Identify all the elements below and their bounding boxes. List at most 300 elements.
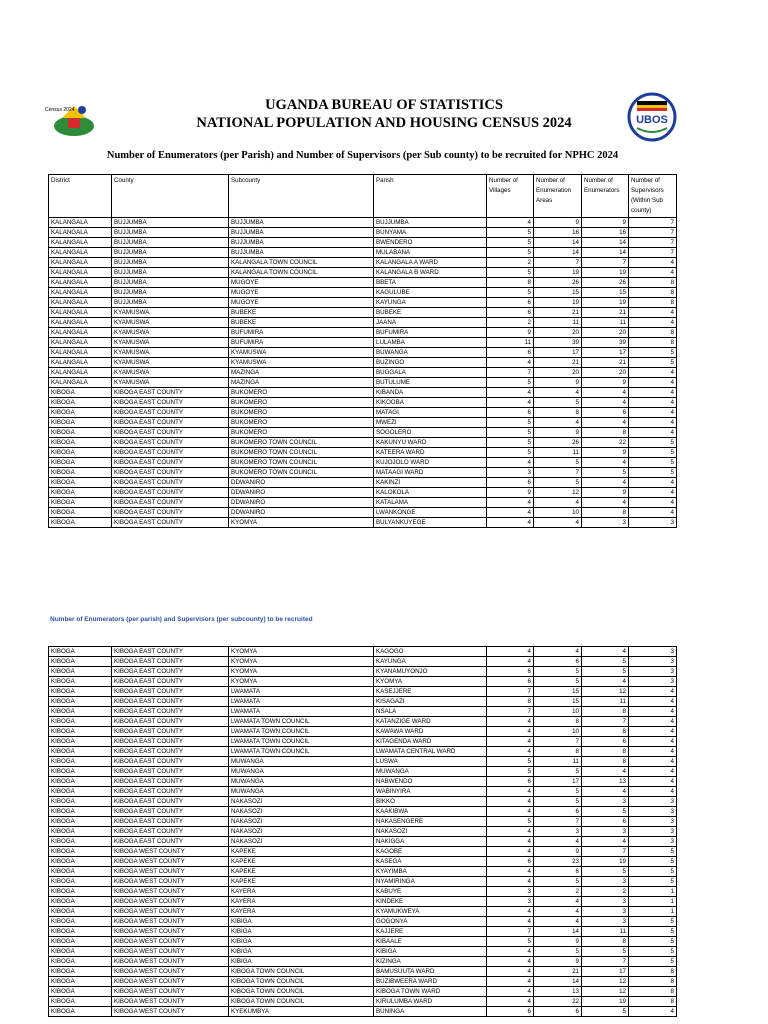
- cell-parish: BUNYAMA: [374, 228, 487, 238]
- table-row: [49, 448, 677, 458]
- cell-district: KIBOGA: [49, 657, 112, 667]
- cell-parish: KASEJJERE: [374, 687, 487, 697]
- cell-county: KYAMUSWA: [112, 378, 229, 388]
- cell-county: KIBOGA EAST COUNTY: [112, 777, 229, 787]
- cell-parish: KINDEKE: [374, 897, 487, 907]
- table-row: [49, 378, 677, 388]
- cell-supervisors: 4: [629, 408, 677, 418]
- cell-supervisors: 3: [629, 677, 677, 687]
- cell-villages: 5: [487, 248, 534, 258]
- cell-villages: 4: [487, 398, 534, 408]
- cell-supervisors: 4: [629, 757, 677, 767]
- cell-subcounty: KYAMUSWA: [229, 358, 374, 368]
- cell-villages: 5: [487, 438, 534, 448]
- cell-parish: KAKINZI: [374, 478, 487, 488]
- cell-parish: BUFUMIRA: [374, 328, 487, 338]
- cell-supervisors: 3: [629, 667, 677, 677]
- cell-parish: LULAMBA: [374, 338, 487, 348]
- cell-county: KIBOGA EAST COUNTY: [112, 747, 229, 757]
- cell-villages: 4: [487, 967, 534, 977]
- cell-subcounty: MUWANGA: [229, 787, 374, 797]
- cell-parish: BBETA: [374, 278, 487, 288]
- header-enumeration-areas: Number of Enumeration Areas: [534, 175, 582, 218]
- cell-enumeration-areas: 21: [534, 967, 582, 977]
- cell-county: KIBOGA WEST COUNTY: [112, 887, 229, 897]
- cell-villages: 6: [487, 777, 534, 787]
- cell-district: KIBOGA: [49, 757, 112, 767]
- cell-parish: KAGOBE: [374, 847, 487, 857]
- cell-supervisors: 4: [629, 777, 677, 787]
- cell-county: BUJJUMBA: [112, 238, 229, 248]
- cell-district: KIBOGA: [49, 737, 112, 747]
- cell-county: KIBOGA EAST COUNTY: [112, 717, 229, 727]
- cell-villages: 5: [487, 767, 534, 777]
- cell-villages: 9: [487, 488, 534, 498]
- cell-enumeration-areas: 9: [534, 937, 582, 947]
- cell-enumerators: 4: [582, 647, 629, 657]
- cell-enumerators: 12: [582, 987, 629, 997]
- cell-supervisors: 3: [629, 817, 677, 827]
- cell-parish: KIRULUMBA WARD: [374, 997, 487, 1007]
- cell-county: BUJJUMBA: [112, 218, 229, 228]
- cell-parish: KIBIGA: [374, 947, 487, 957]
- cell-villages: 4: [487, 358, 534, 368]
- cell-county: KIBOGA EAST COUNTY: [112, 757, 229, 767]
- cell-parish: KITAGENDA WARD: [374, 737, 487, 747]
- cell-parish: MULABANA: [374, 248, 487, 258]
- cell-enumeration-areas: 16: [534, 228, 582, 238]
- table-row: [49, 228, 677, 238]
- cell-county: KIBOGA WEST COUNTY: [112, 857, 229, 867]
- cell-supervisors: 4: [629, 308, 677, 318]
- cell-enumerators: 5: [582, 667, 629, 677]
- cell-district: KIBOGA: [49, 847, 112, 857]
- cell-enumerators: 4: [582, 478, 629, 488]
- table-row: [49, 498, 677, 508]
- title-line-1: UGANDA BUREAU OF STATISTICS: [265, 97, 503, 113]
- cell-parish: BULYANKUYEGE: [374, 518, 487, 528]
- cell-enumeration-areas: 5: [534, 797, 582, 807]
- cell-supervisors: 5: [629, 438, 677, 448]
- cell-supervisors: 4: [629, 1007, 677, 1017]
- cell-county: KYAMUSWA: [112, 348, 229, 358]
- cell-villages: 4: [487, 797, 534, 807]
- table-row: [49, 957, 677, 967]
- cell-county: BUJJUMBA: [112, 228, 229, 238]
- cell-parish: MWEZI: [374, 418, 487, 428]
- cell-villages: 6: [487, 857, 534, 867]
- cell-supervisors: 3: [629, 647, 677, 657]
- cell-county: KIBOGA EAST COUNTY: [112, 388, 229, 398]
- cell-district: KALANGALA: [49, 218, 112, 228]
- cell-enumeration-areas: 9: [534, 428, 582, 438]
- cell-supervisors: 4: [629, 258, 677, 268]
- cell-villages: 5: [487, 378, 534, 388]
- table-row: [49, 817, 677, 827]
- cell-parish: KATANZIGE WARD: [374, 717, 487, 727]
- logo-ubos: [627, 92, 677, 142]
- cell-enumerators: 8: [582, 508, 629, 518]
- cell-district: KIBOGA: [49, 677, 112, 687]
- cell-subcounty: LWAMATA TOWN COUNCIL: [229, 717, 374, 727]
- cell-subcounty: DDWANIRO: [229, 488, 374, 498]
- cell-parish: KAYUNGA: [374, 657, 487, 667]
- header-subcounty: Subcounty: [229, 175, 374, 218]
- table-row: [49, 917, 677, 927]
- cell-enumeration-areas: 11: [534, 448, 582, 458]
- cell-enumeration-areas: 3: [534, 827, 582, 837]
- cell-subcounty: KYAMUSWA: [229, 348, 374, 358]
- cell-enumeration-areas: 17: [534, 777, 582, 787]
- cell-parish: KASEGA: [374, 857, 487, 867]
- cell-district: KIBOGA: [49, 468, 112, 478]
- cell-parish: MATAGI: [374, 408, 487, 418]
- cell-enumerators: 19: [582, 268, 629, 278]
- cell-county: KIBOGA WEST COUNTY: [112, 907, 229, 917]
- cell-county: KYAMUSWA: [112, 368, 229, 378]
- cell-parish: LWANKONGE: [374, 508, 487, 518]
- cell-villages: 4: [487, 647, 534, 657]
- cell-subcounty: KALANGALA TOWN COUNCIL: [229, 258, 374, 268]
- cell-enumeration-areas: 5: [534, 947, 582, 957]
- cell-subcounty: KIBIGA: [229, 937, 374, 947]
- table-row: [49, 807, 677, 817]
- cell-villages: 4: [487, 917, 534, 927]
- cell-parish: KALANGALA B WARD: [374, 268, 487, 278]
- cell-villages: 4: [487, 727, 534, 737]
- cell-supervisors: 4: [629, 717, 677, 727]
- cell-county: KIBOGA EAST COUNTY: [112, 458, 229, 468]
- table-row: [49, 737, 677, 747]
- cell-parish: NAKASOZI: [374, 827, 487, 837]
- ubos-logo-icon: [627, 92, 677, 142]
- header-district: District: [49, 175, 112, 218]
- cell-county: KYAMUSWA: [112, 328, 229, 338]
- cell-enumerators: 3: [582, 877, 629, 887]
- table-row: [49, 877, 677, 887]
- cell-enumerators: 4: [582, 458, 629, 468]
- cell-district: KIBOGA: [49, 498, 112, 508]
- table-row: [49, 787, 677, 797]
- table-row: [49, 318, 677, 328]
- logo-left-text: Census 2024: [45, 107, 75, 113]
- cell-supervisors: 8: [629, 987, 677, 997]
- cell-supervisors: 4: [629, 268, 677, 278]
- cell-enumerators: 6: [582, 817, 629, 827]
- cell-subcounty: BUFUMIRA: [229, 338, 374, 348]
- cell-supervisors: 7: [629, 238, 677, 248]
- cell-enumeration-areas: 4: [534, 418, 582, 428]
- cell-supervisors: 5: [629, 927, 677, 937]
- table-row: [49, 687, 677, 697]
- cell-enumeration-areas: 7: [534, 468, 582, 478]
- cell-enumerators: 5: [582, 867, 629, 877]
- table-row: [49, 937, 677, 947]
- cell-supervisors: 4: [629, 687, 677, 697]
- table-row: [49, 308, 677, 318]
- cell-district: KIBOGA: [49, 488, 112, 498]
- cell-county: KIBOGA EAST COUNTY: [112, 697, 229, 707]
- cell-county: KIBOGA WEST COUNTY: [112, 977, 229, 987]
- cell-enumeration-areas: 21: [534, 358, 582, 368]
- cell-county: KIBOGA WEST COUNTY: [112, 987, 229, 997]
- cell-villages: 5: [487, 428, 534, 438]
- cell-county: KIBOGA EAST COUNTY: [112, 418, 229, 428]
- cell-villages: 9: [487, 328, 534, 338]
- cell-county: KIBOGA WEST COUNTY: [112, 847, 229, 857]
- cell-villages: 5: [487, 448, 534, 458]
- cell-supervisors: 5: [629, 468, 677, 478]
- table-row: [49, 518, 677, 528]
- table-row: [49, 997, 677, 1007]
- cell-enumeration-areas: 8: [534, 408, 582, 418]
- cell-enumerators: 3: [582, 518, 629, 528]
- report-subtitle: Number of Enumerators (per Parish) and Number of Supervisors (per Sub county) to be recruited for NPHC 2024: [106, 150, 619, 161]
- cell-supervisors: 8: [629, 298, 677, 308]
- cell-subcounty: KIBOGA TOWN COUNCIL: [229, 997, 374, 1007]
- cell-enumeration-areas: 9: [534, 847, 582, 857]
- cell-enumeration-areas: 20: [534, 328, 582, 338]
- cell-villages: 5: [487, 757, 534, 767]
- cell-subcounty: NAKASOZI: [229, 807, 374, 817]
- table-row: [49, 977, 677, 987]
- cell-enumeration-areas: 7: [534, 258, 582, 268]
- cell-enumeration-areas: 14: [534, 248, 582, 258]
- cell-enumerators: 20: [582, 368, 629, 378]
- cell-district: KALANGALA: [49, 378, 112, 388]
- cell-enumerators: 19: [582, 997, 629, 1007]
- cell-county: KIBOGA EAST COUNTY: [112, 827, 229, 837]
- cell-county: KIBOGA EAST COUNTY: [112, 508, 229, 518]
- cell-enumeration-areas: 19: [534, 298, 582, 308]
- cell-enumeration-areas: 5: [534, 767, 582, 777]
- cell-supervisors: 5: [629, 348, 677, 358]
- cell-villages: 11: [487, 338, 534, 348]
- cell-subcounty: KAYERA: [229, 887, 374, 897]
- cell-parish: KABUYE: [374, 887, 487, 897]
- cell-supervisors: 4: [629, 488, 677, 498]
- cell-county: KYAMUSWA: [112, 318, 229, 328]
- cell-subcounty: BUJJUMBA: [229, 238, 374, 248]
- cell-enumerators: 6: [582, 737, 629, 747]
- cell-subcounty: LWAMATA TOWN COUNCIL: [229, 727, 374, 737]
- cell-supervisors: 4: [629, 697, 677, 707]
- cell-subcounty: KIBIGA: [229, 957, 374, 967]
- cell-villages: 4: [487, 997, 534, 1007]
- cell-district: KIBOGA: [49, 947, 112, 957]
- cell-enumerators: 9: [582, 218, 629, 228]
- cell-county: KIBOGA EAST COUNTY: [112, 787, 229, 797]
- cell-subcounty: KAPEKE: [229, 867, 374, 877]
- cell-supervisors: 4: [629, 368, 677, 378]
- cell-enumeration-areas: 6: [534, 657, 582, 667]
- cell-supervisors: 4: [629, 737, 677, 747]
- cell-villages: 4: [487, 518, 534, 528]
- cell-subcounty: KAYERA: [229, 897, 374, 907]
- cell-county: KIBOGA EAST COUNTY: [112, 837, 229, 847]
- cell-district: KIBOGA: [49, 917, 112, 927]
- cell-villages: 6: [487, 308, 534, 318]
- cell-parish: KALOKOLA: [374, 488, 487, 498]
- cell-subcounty: KYOMYA: [229, 647, 374, 657]
- table-row: [49, 847, 677, 857]
- cell-parish: GOGONYA: [374, 917, 487, 927]
- cell-supervisors: 3: [629, 807, 677, 817]
- cell-district: KALANGALA: [49, 358, 112, 368]
- cell-district: KIBOGA: [49, 937, 112, 947]
- cell-district: KALANGALA: [49, 258, 112, 268]
- cell-enumerators: 7: [582, 258, 629, 268]
- cell-subcounty: KIBOGA TOWN COUNCIL: [229, 987, 374, 997]
- cell-villages: 6: [487, 1007, 534, 1017]
- cell-parish: BUBEKE: [374, 308, 487, 318]
- cell-enumeration-areas: 5: [534, 877, 582, 887]
- cell-enumeration-areas: 12: [534, 488, 582, 498]
- cell-subcounty: DDWANIRO: [229, 498, 374, 508]
- cell-enumerators: 11: [582, 318, 629, 328]
- cell-enumerators: 14: [582, 238, 629, 248]
- cell-subcounty: MAZINGA: [229, 378, 374, 388]
- cell-enumeration-areas: 15: [534, 288, 582, 298]
- cell-enumerators: 20: [582, 328, 629, 338]
- cell-enumerators: 4: [582, 388, 629, 398]
- cell-parish: WABINYIRA: [374, 787, 487, 797]
- cell-enumeration-areas: 26: [534, 278, 582, 288]
- table-row: [49, 757, 677, 767]
- cell-enumeration-areas: 11: [534, 757, 582, 767]
- cell-county: KIBOGA WEST COUNTY: [112, 997, 229, 1007]
- cell-subcounty: BUKOMERO TOWN COUNCIL: [229, 448, 374, 458]
- cell-district: KIBOGA: [49, 837, 112, 847]
- cell-county: KIBOGA WEST COUNTY: [112, 927, 229, 937]
- cell-enumerators: 9: [582, 378, 629, 388]
- table-row: [49, 667, 677, 677]
- cell-supervisors: 1: [629, 897, 677, 907]
- cell-subcounty: BUJJUMBA: [229, 218, 374, 228]
- cell-enumeration-areas: 13: [534, 987, 582, 997]
- cell-supervisors: 8: [629, 288, 677, 298]
- table-row: [49, 248, 677, 258]
- cell-county: KIBOGA EAST COUNTY: [112, 408, 229, 418]
- cell-enumerators: 11: [582, 697, 629, 707]
- cell-supervisors: 7: [629, 218, 677, 228]
- cell-county: BUJJUMBA: [112, 258, 229, 268]
- cell-villages: 6: [487, 677, 534, 687]
- cell-district: KIBOGA: [49, 767, 112, 777]
- cell-villages: 4: [487, 837, 534, 847]
- cell-county: KIBOGA EAST COUNTY: [112, 667, 229, 677]
- cell-county: KIBOGA EAST COUNTY: [112, 657, 229, 667]
- cell-subcounty: KYOMYA: [229, 657, 374, 667]
- cell-subcounty: KIBIGA: [229, 917, 374, 927]
- cell-enumerators: 4: [582, 418, 629, 428]
- cell-district: KIBOGA: [49, 697, 112, 707]
- cell-enumerators: 7: [582, 847, 629, 857]
- cell-enumerators: 3: [582, 917, 629, 927]
- cell-district: KIBOGA: [49, 707, 112, 717]
- cell-subcounty: KIBIGA: [229, 947, 374, 957]
- cell-county: KIBOGA EAST COUNTY: [112, 767, 229, 777]
- cell-subcounty: KYOMYA: [229, 518, 374, 528]
- table-header-row: [49, 175, 677, 218]
- cell-enumeration-areas: 8: [534, 717, 582, 727]
- cell-villages: 6: [487, 348, 534, 358]
- cell-county: KIBOGA EAST COUNTY: [112, 448, 229, 458]
- cell-villages: 4: [487, 787, 534, 797]
- cell-supervisors: 3: [629, 827, 677, 837]
- cell-district: KIBOGA: [49, 907, 112, 917]
- cell-villages: 4: [487, 867, 534, 877]
- cell-enumeration-areas: 5: [534, 398, 582, 408]
- cell-enumerators: 17: [582, 967, 629, 977]
- cell-subcounty: KALANGALA TOWN COUNCIL: [229, 268, 374, 278]
- cell-district: KIBOGA: [49, 987, 112, 997]
- cell-subcounty: BUKOMERO: [229, 388, 374, 398]
- cell-parish: KUJOJOLO WARD: [374, 458, 487, 468]
- cell-subcounty: KAYERA: [229, 907, 374, 917]
- table-row: [49, 987, 677, 997]
- cell-district: KIBOGA: [49, 887, 112, 897]
- cell-district: KIBOGA: [49, 927, 112, 937]
- cell-villages: 4: [487, 458, 534, 468]
- cell-supervisors: 4: [629, 508, 677, 518]
- cell-subcounty: KYEKUMBYA: [229, 1007, 374, 1017]
- cell-parish: KAKUNYU WARD: [374, 438, 487, 448]
- cell-parish: BIKKO: [374, 797, 487, 807]
- cell-subcounty: BUBEKE: [229, 308, 374, 318]
- cell-county: KYAMUSWA: [112, 308, 229, 318]
- cell-district: KIBOGA: [49, 867, 112, 877]
- cell-supervisors: 8: [629, 967, 677, 977]
- cell-villages: 3: [487, 897, 534, 907]
- cell-villages: 7: [487, 368, 534, 378]
- cell-villages: 4: [487, 388, 534, 398]
- cell-subcounty: DDWANIRO: [229, 508, 374, 518]
- cell-enumerators: 8: [582, 757, 629, 767]
- cell-county: KIBOGA EAST COUNTY: [112, 438, 229, 448]
- table-row: [49, 657, 677, 667]
- cell-subcounty: NAKASOZI: [229, 797, 374, 807]
- cell-supervisors: 8: [629, 328, 677, 338]
- cell-subcounty: MUWANGA: [229, 757, 374, 767]
- cell-enumerators: 21: [582, 358, 629, 368]
- cell-villages: 2: [487, 258, 534, 268]
- cell-enumeration-areas: 9: [534, 218, 582, 228]
- cell-villages: 5: [487, 418, 534, 428]
- cell-district: KIBOGA: [49, 997, 112, 1007]
- table-row: [49, 727, 677, 737]
- cell-villages: 4: [487, 847, 534, 857]
- cell-parish: KALANGALA A WARD: [374, 258, 487, 268]
- cell-enumeration-areas: 5: [534, 458, 582, 468]
- table-row: [49, 468, 677, 478]
- table-row: [49, 238, 677, 248]
- cell-subcounty: BUKOMERO TOWN COUNCIL: [229, 438, 374, 448]
- cell-parish: KYOMYA: [374, 677, 487, 687]
- table-row: [49, 398, 677, 408]
- cell-district: KIBOGA: [49, 687, 112, 697]
- cell-villages: 4: [487, 737, 534, 747]
- cell-villages: 4: [487, 508, 534, 518]
- cell-county: KIBOGA EAST COUNTY: [112, 398, 229, 408]
- cell-villages: 4: [487, 657, 534, 667]
- cell-enumeration-areas: 4: [534, 647, 582, 657]
- table-row: [49, 677, 677, 687]
- cell-enumeration-areas: 9: [534, 378, 582, 388]
- cell-enumerators: 8: [582, 428, 629, 438]
- cell-district: KIBOGA: [49, 398, 112, 408]
- cell-enumeration-areas: 14: [534, 927, 582, 937]
